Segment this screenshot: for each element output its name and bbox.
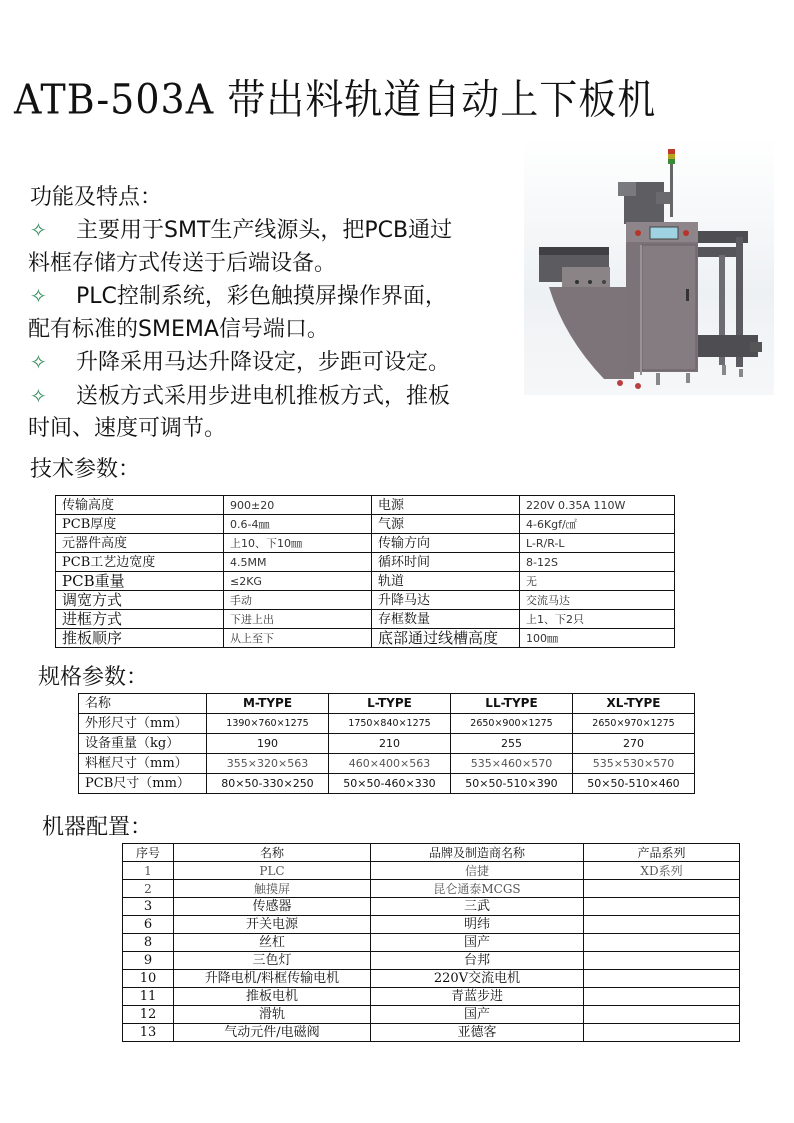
feature-item: ✧ 主要用于SMT生产线源头，把PCB通过 料框存储方式传送于后端设备。 [30,214,530,280]
table-row: 料框尺寸（mm） 355×320×563 460×400×563 535×460×570 535×530×570 [79,754,695,774]
page-title: ATB-503A 带出料轨道自动上下板机 [14,75,657,124]
table-row: 外形尺寸（mm） 1390×760×1275 1750×840×1275 2650×900×1275 2650×970×1275 [79,714,695,734]
features-heading: 功能及特点： [30,185,163,210]
spec-params-heading: 规格参数： [38,665,149,690]
table-row: 10 升降电机/料框传输电机 220V交流电机 [123,970,740,988]
table-row: 11 推板电机 青蓝步进 [123,988,740,1006]
machine-image [524,137,774,395]
table-row: 2 触摸屏 昆仑通泰MCGS [123,880,740,898]
table-row: 3 传感器 三武 [123,898,740,916]
table-row: 12 滑轨 国产 [123,1006,740,1024]
table-row: 推板顺序 从上至下 底部通过线槽高度 100㎜ [56,629,675,648]
table-row: 6 开关电源 明纬 [123,916,740,934]
table-row: PCB重量 ≤2KG 轨道 无 [56,572,675,591]
feature-item: ✧ 送板方式采用步进电机推板方式，推板 时间、速度可调节。 [30,380,530,446]
feature-item: ✧ 升降采用马达升降设定，步距可设定。 [30,346,530,380]
diamond-star-icon: ✧ [30,383,47,408]
table-row: PCB厚度 0.6-4㎜ 气源 4-6Kgf/㎠ [56,515,675,534]
table-row: 元器件高度 上10、下10㎜ 传输方向 L-R/R-L [56,534,675,553]
table-row: 9 三色灯 台邦 [123,952,740,970]
diamond-star-icon: ✧ [30,350,47,374]
table-row: PCB尺寸（mm） 80×50-330×250 50×50-460×330 50×50-510×390 50×50-510×460 [79,774,695,794]
machine-illustration [524,137,774,395]
table-row: 调宽方式 手动 升降马达 交流马达 [56,591,675,610]
diamond-star-icon: ✧ [30,218,47,242]
feature-item: ✧ PLC控制系统，彩色触摸屏操作界面， 配有标准的SMEMA信号端口。 [30,280,530,346]
table-row: 13 气动元件/电磁阀 亚德客 [123,1024,740,1042]
table-row: 进框方式 下进上出 存框数量 上1、下2只 [56,610,675,629]
table-row: 1 PLC 信捷 XD系列 [123,862,740,880]
table-row: PCB工艺边宽度 4.5MM 循环时间 8-12S [56,553,675,572]
tech-params-heading: 技术参数： [30,457,141,482]
machine-config-heading: 机器配置： [42,815,153,840]
table-row: 传输高度 900±20 电源 220V 0.35A 110W [56,496,675,515]
table-row: 8 丝杠 国产 [123,934,740,952]
diamond-star-icon: ✧ [30,284,47,308]
table-header-row: 名称 M-TYPE L-TYPE LL-TYPE XL-TYPE [79,694,695,714]
table-row: 设备重量（kg） 190 210 255 270 [79,734,695,754]
tech-params-table [55,495,675,648]
machine-config-table [122,843,740,1042]
table-header-row: 序号 名称 品牌及制造商名称 产品系列 [123,844,740,862]
spec-params-table [78,693,695,794]
features-section [30,182,530,446]
